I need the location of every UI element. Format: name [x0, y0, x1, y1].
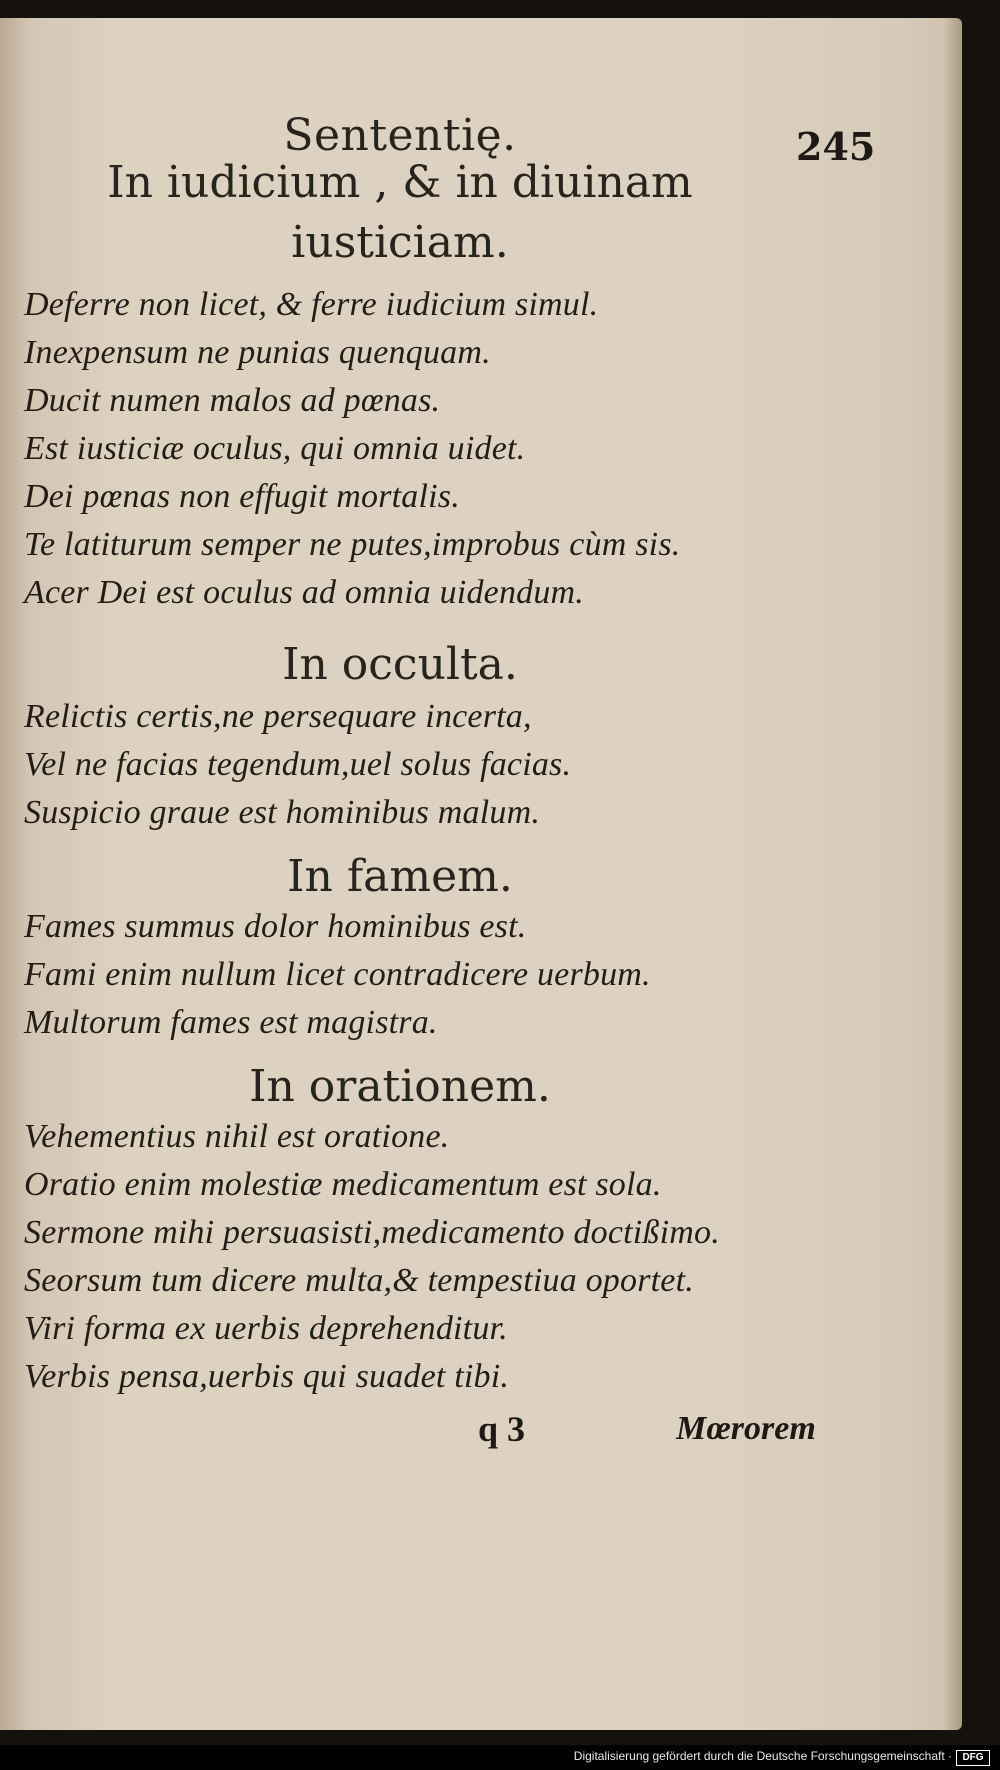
- book-page: [0, 18, 962, 1730]
- sentence-line: Acer Dei est oculus ad omnia uidendum.: [24, 574, 585, 611]
- footer-credit-text: Digitalisierung gefördert durch die Deutsche Forschungsgemeinschaft ·: [573, 1749, 952, 1763]
- section-heading-orationem: In orationem.: [249, 1061, 551, 1112]
- sentence-line: Dei pœnas non effugit mortalis.: [24, 478, 460, 515]
- dfg-logo-icon: DFG: [956, 1750, 990, 1766]
- sentence-line: Relictis certis,ne persequare incerta,: [24, 698, 532, 735]
- sentence-line: Vel ne facias tegendum,uel solus facias.: [24, 746, 572, 783]
- section-heading-famem: In famem.: [287, 851, 513, 902]
- sentence-line: Seorsum tum dicere multa,& tempestiua oportet.: [24, 1262, 694, 1299]
- footer-bar: [0, 1745, 1000, 1770]
- sentence-line: Fames summus dolor hominibus est.: [24, 908, 527, 945]
- running-head: Sententię.: [283, 110, 517, 161]
- sentence-line: Oratio enim molestiæ medicamentum est sola.: [24, 1166, 662, 1203]
- catchword: Mœrorem: [676, 1410, 816, 1447]
- sentence-line: Viri forma ex uerbis deprehenditur.: [24, 1310, 508, 1347]
- sentence-line: Deferre non licet, & ferre iudicium simul.: [24, 286, 599, 323]
- sentence-line: Verbis pensa,uerbis qui suadet tibi.: [24, 1358, 510, 1395]
- section-heading-iudicium-line-1: In iudicium , & in diuinam: [107, 157, 693, 208]
- sentence-line: Sermone mihi persuasisti,medicamento doctißimo.: [24, 1214, 720, 1251]
- sentence-line: Multorum fames est magistra.: [24, 1004, 438, 1041]
- section-heading-iudicium-line-2: iusticiam.: [291, 217, 509, 268]
- signature-mark: q 3: [478, 1409, 526, 1449]
- sentence-line: Inexpensum ne punias quenquam.: [24, 334, 491, 371]
- sentence-line: Vehementius nihil est oratione.: [24, 1118, 450, 1155]
- page-number: 245: [796, 124, 876, 169]
- sentence-line: Suspicio graue est hominibus malum.: [24, 794, 541, 831]
- sentence-line: Est iusticiæ oculus, qui omnia uidet.: [24, 430, 526, 467]
- sentence-line: Ducit numen malos ad pœnas.: [24, 382, 441, 419]
- sentence-line: Fami enim nullum licet contradicere uerbum.: [24, 956, 651, 993]
- sentence-line: Te latiturum semper ne putes,improbus cùm sis.: [24, 526, 681, 563]
- section-heading-occulta: In occulta.: [282, 639, 518, 690]
